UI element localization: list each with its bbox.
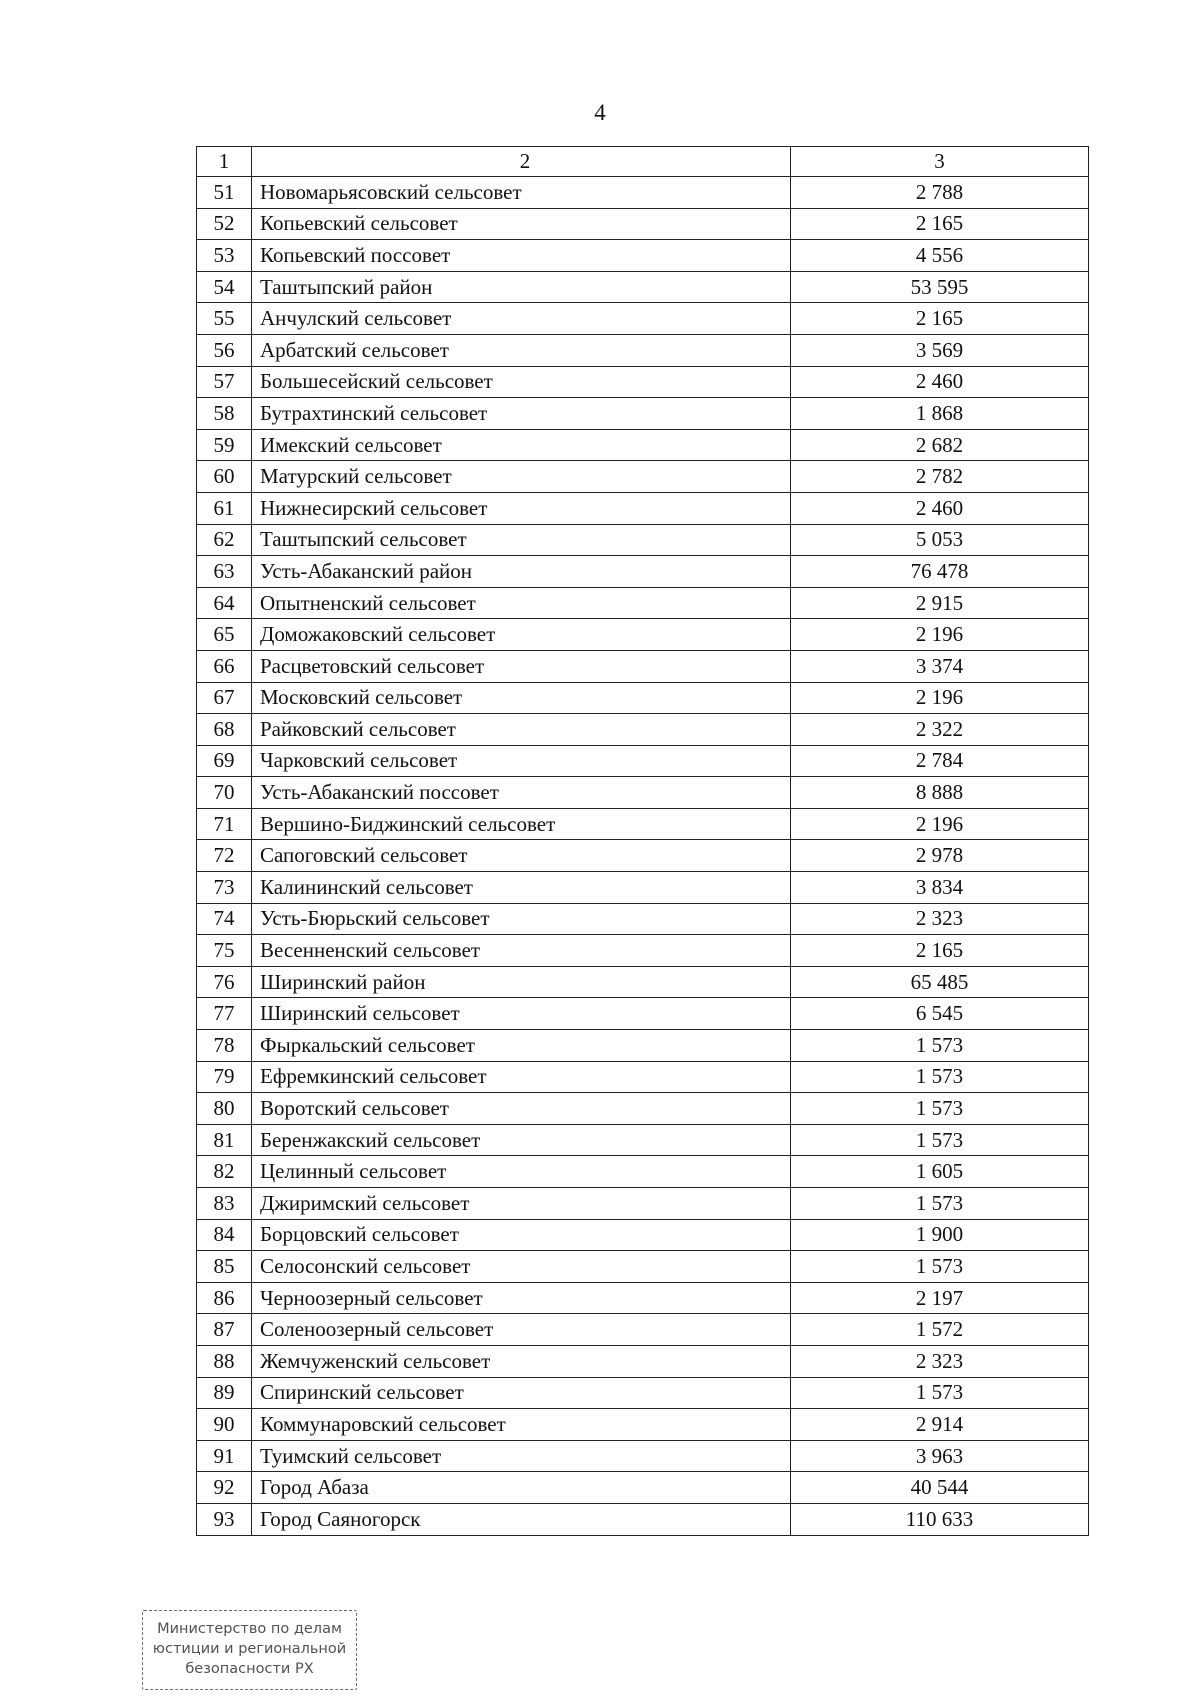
header-cell-2: 2 <box>252 147 791 177</box>
table-row <box>197 1061 1089 1093</box>
table-row <box>197 682 1089 714</box>
row-number-cell: 71 <box>197 808 252 840</box>
row-number-cell: 90 <box>197 1409 252 1441</box>
row-name-cell: Таштыпский район <box>252 271 791 303</box>
data-table <box>196 146 1089 1536</box>
row-number-cell: 83 <box>197 1188 252 1220</box>
ministry-stamp <box>142 1610 357 1690</box>
row-value-cell: 2 682 <box>791 429 1089 461</box>
row-name-cell: Доможаковский сельсовет <box>252 619 791 651</box>
row-value-cell: 3 374 <box>791 650 1089 682</box>
table-row <box>197 461 1089 493</box>
table-row <box>197 587 1089 619</box>
row-name-cell: Туимский сельсовет <box>252 1440 791 1472</box>
row-number-cell: 59 <box>197 429 252 461</box>
row-value-cell: 6 545 <box>791 998 1089 1030</box>
table-row <box>197 271 1089 303</box>
row-number-cell: 55 <box>197 303 252 335</box>
row-value-cell: 2 197 <box>791 1282 1089 1314</box>
row-value-cell: 2 782 <box>791 461 1089 493</box>
row-name-cell: Сапоговский сельсовет <box>252 840 791 872</box>
header-cell-3: 3 <box>791 147 1089 177</box>
row-value-cell: 2 165 <box>791 303 1089 335</box>
row-name-cell: Весенненский сельсовет <box>252 935 791 967</box>
table-row <box>197 1377 1089 1409</box>
row-value-cell: 1 573 <box>791 1188 1089 1220</box>
row-name-cell: Копьевский поссовет <box>252 240 791 272</box>
row-value-cell: 2 460 <box>791 492 1089 524</box>
row-value-cell: 3 834 <box>791 872 1089 904</box>
row-number-cell: 85 <box>197 1251 252 1283</box>
row-number-cell: 64 <box>197 587 252 619</box>
row-number-cell: 79 <box>197 1061 252 1093</box>
row-value-cell: 3 963 <box>791 1440 1089 1472</box>
row-value-cell: 8 888 <box>791 777 1089 809</box>
table-row <box>197 840 1089 872</box>
row-name-cell: Борцовский сельсовет <box>252 1219 791 1251</box>
table-row <box>197 650 1089 682</box>
table-row <box>197 492 1089 524</box>
table-row <box>197 935 1089 967</box>
row-name-cell: Бутрахтинский сельсовет <box>252 398 791 430</box>
row-number-cell: 69 <box>197 745 252 777</box>
row-name-cell: Фыркальский сельсовет <box>252 1030 791 1062</box>
row-number-cell: 52 <box>197 208 252 240</box>
row-name-cell: Ефремкинский сельсовет <box>252 1061 791 1093</box>
table-row <box>197 1030 1089 1062</box>
row-number-cell: 53 <box>197 240 252 272</box>
table-row <box>197 524 1089 556</box>
row-value-cell: 1 573 <box>791 1061 1089 1093</box>
row-name-cell: Имекский сельсовет <box>252 429 791 461</box>
row-value-cell: 1 605 <box>791 1156 1089 1188</box>
row-value-cell: 2 788 <box>791 177 1089 209</box>
table-row <box>197 398 1089 430</box>
table-row <box>197 966 1089 998</box>
table-row <box>197 745 1089 777</box>
stamp-line: безопасности РХ <box>185 1661 314 1677</box>
table-row <box>197 1156 1089 1188</box>
row-name-cell: Ширинский сельсовет <box>252 998 791 1030</box>
table-header-row <box>197 147 1089 177</box>
row-name-cell: Черноозерный сельсовет <box>252 1282 791 1314</box>
row-value-cell: 2 165 <box>791 935 1089 967</box>
row-value-cell: 1 573 <box>791 1377 1089 1409</box>
row-name-cell: Ширинский район <box>252 966 791 998</box>
row-number-cell: 91 <box>197 1440 252 1472</box>
row-value-cell: 1 900 <box>791 1219 1089 1251</box>
row-number-cell: 76 <box>197 966 252 998</box>
row-number-cell: 54 <box>197 271 252 303</box>
row-name-cell: Новомарьясовский сельсовет <box>252 177 791 209</box>
row-name-cell: Арбатский сельсовет <box>252 334 791 366</box>
row-number-cell: 73 <box>197 872 252 904</box>
row-value-cell: 40 544 <box>791 1472 1089 1504</box>
row-value-cell: 3 569 <box>791 334 1089 366</box>
row-number-cell: 78 <box>197 1030 252 1062</box>
row-value-cell: 4 556 <box>791 240 1089 272</box>
row-number-cell: 92 <box>197 1472 252 1504</box>
table-row <box>197 177 1089 209</box>
row-value-cell: 2 978 <box>791 840 1089 872</box>
table-row <box>197 429 1089 461</box>
table-row <box>197 872 1089 904</box>
row-name-cell: Расцветовский сельсовет <box>252 650 791 682</box>
row-name-cell: Жемчуженский сельсовет <box>252 1345 791 1377</box>
header-cell-1: 1 <box>197 147 252 177</box>
table-row <box>197 1093 1089 1125</box>
page-number: 4 <box>594 100 606 125</box>
row-name-cell: Калининский сельсовет <box>252 872 791 904</box>
row-name-cell: Джиримский сельсовет <box>252 1188 791 1220</box>
row-value-cell: 1 868 <box>791 398 1089 430</box>
row-number-cell: 70 <box>197 777 252 809</box>
row-name-cell: Селосонский сельсовет <box>252 1251 791 1283</box>
row-name-cell: Большесейский сельсовет <box>252 366 791 398</box>
row-name-cell: Вершино-Биджинский сельсовет <box>252 808 791 840</box>
row-number-cell: 77 <box>197 998 252 1030</box>
row-value-cell: 1 573 <box>791 1251 1089 1283</box>
row-value-cell: 2 323 <box>791 1345 1089 1377</box>
row-number-cell: 65 <box>197 619 252 651</box>
row-number-cell: 89 <box>197 1377 252 1409</box>
row-name-cell: Усть-Абаканский поссовет <box>252 777 791 809</box>
row-name-cell: Матурский сельсовет <box>252 461 791 493</box>
row-name-cell: Усть-Бюрьский сельсовет <box>252 903 791 935</box>
table-row <box>197 240 1089 272</box>
row-value-cell: 65 485 <box>791 966 1089 998</box>
row-value-cell: 2 165 <box>791 208 1089 240</box>
table-row <box>197 1345 1089 1377</box>
row-value-cell: 5 053 <box>791 524 1089 556</box>
row-number-cell: 51 <box>197 177 252 209</box>
row-value-cell: 1 573 <box>791 1124 1089 1156</box>
row-name-cell: Беренжакский сельсовет <box>252 1124 791 1156</box>
row-name-cell: Соленоозерный сельсовет <box>252 1314 791 1346</box>
row-number-cell: 58 <box>197 398 252 430</box>
row-number-cell: 81 <box>197 1124 252 1156</box>
row-name-cell: Опытненский сельсовет <box>252 587 791 619</box>
table-row <box>197 998 1089 1030</box>
row-value-cell: 2 196 <box>791 808 1089 840</box>
row-name-cell: Спиринский сельсовет <box>252 1377 791 1409</box>
row-name-cell: Московский сельсовет <box>252 682 791 714</box>
row-name-cell: Нижнесирский сельсовет <box>252 492 791 524</box>
row-number-cell: 87 <box>197 1314 252 1346</box>
row-value-cell: 2 196 <box>791 619 1089 651</box>
table-row <box>197 366 1089 398</box>
table-row <box>197 1251 1089 1283</box>
table-row <box>197 808 1089 840</box>
row-value-cell: 110 633 <box>791 1503 1089 1535</box>
row-name-cell: Целинный сельсовет <box>252 1156 791 1188</box>
row-value-cell: 76 478 <box>791 556 1089 588</box>
row-number-cell: 60 <box>197 461 252 493</box>
table-row <box>197 714 1089 746</box>
table-row <box>197 303 1089 335</box>
row-number-cell: 68 <box>197 714 252 746</box>
row-number-cell: 93 <box>197 1503 252 1535</box>
row-number-cell: 75 <box>197 935 252 967</box>
row-name-cell: Город Абаза <box>252 1472 791 1504</box>
row-number-cell: 57 <box>197 366 252 398</box>
row-number-cell: 62 <box>197 524 252 556</box>
row-name-cell: Чарковский сельсовет <box>252 745 791 777</box>
table-row <box>197 1188 1089 1220</box>
row-value-cell: 2 322 <box>791 714 1089 746</box>
row-number-cell: 63 <box>197 556 252 588</box>
table-row <box>197 1440 1089 1472</box>
row-number-cell: 67 <box>197 682 252 714</box>
table-row <box>197 208 1089 240</box>
row-name-cell: Райковский сельсовет <box>252 714 791 746</box>
row-value-cell: 2 196 <box>791 682 1089 714</box>
table-row <box>197 334 1089 366</box>
table-row <box>197 903 1089 935</box>
row-name-cell: Таштыпский сельсовет <box>252 524 791 556</box>
row-value-cell: 53 595 <box>791 271 1089 303</box>
row-number-cell: 88 <box>197 1345 252 1377</box>
table-row <box>197 619 1089 651</box>
table-row <box>197 1314 1089 1346</box>
row-number-cell: 80 <box>197 1093 252 1125</box>
row-name-cell: Анчулский сельсовет <box>252 303 791 335</box>
table-row <box>197 1219 1089 1251</box>
row-name-cell: Воротский сельсовет <box>252 1093 791 1125</box>
table-body <box>197 147 1089 1536</box>
row-value-cell: 2 914 <box>791 1409 1089 1441</box>
row-name-cell: Город Саяногорск <box>252 1503 791 1535</box>
row-number-cell: 56 <box>197 334 252 366</box>
row-number-cell: 66 <box>197 650 252 682</box>
row-number-cell: 82 <box>197 1156 252 1188</box>
row-value-cell: 2 460 <box>791 366 1089 398</box>
row-number-cell: 84 <box>197 1219 252 1251</box>
table-row <box>197 1409 1089 1441</box>
table-row <box>197 1472 1089 1504</box>
row-value-cell: 2 915 <box>791 587 1089 619</box>
table-row <box>197 1124 1089 1156</box>
row-value-cell: 1 572 <box>791 1314 1089 1346</box>
row-name-cell: Копьевский сельсовет <box>252 208 791 240</box>
table-row <box>197 1282 1089 1314</box>
row-name-cell: Усть-Абаканский район <box>252 556 791 588</box>
table-row <box>197 556 1089 588</box>
row-number-cell: 86 <box>197 1282 252 1314</box>
table-row <box>197 1503 1089 1535</box>
stamp-line: Министерство по делам <box>157 1621 342 1637</box>
row-value-cell: 1 573 <box>791 1093 1089 1125</box>
table-row <box>197 777 1089 809</box>
row-value-cell: 2 784 <box>791 745 1089 777</box>
row-number-cell: 72 <box>197 840 252 872</box>
row-value-cell: 1 573 <box>791 1030 1089 1062</box>
row-number-cell: 74 <box>197 903 252 935</box>
stamp-line: юстиции и региональной <box>152 1641 347 1657</box>
row-name-cell: Коммунаровский сельсовет <box>252 1409 791 1441</box>
row-number-cell: 61 <box>197 492 252 524</box>
row-value-cell: 2 323 <box>791 903 1089 935</box>
